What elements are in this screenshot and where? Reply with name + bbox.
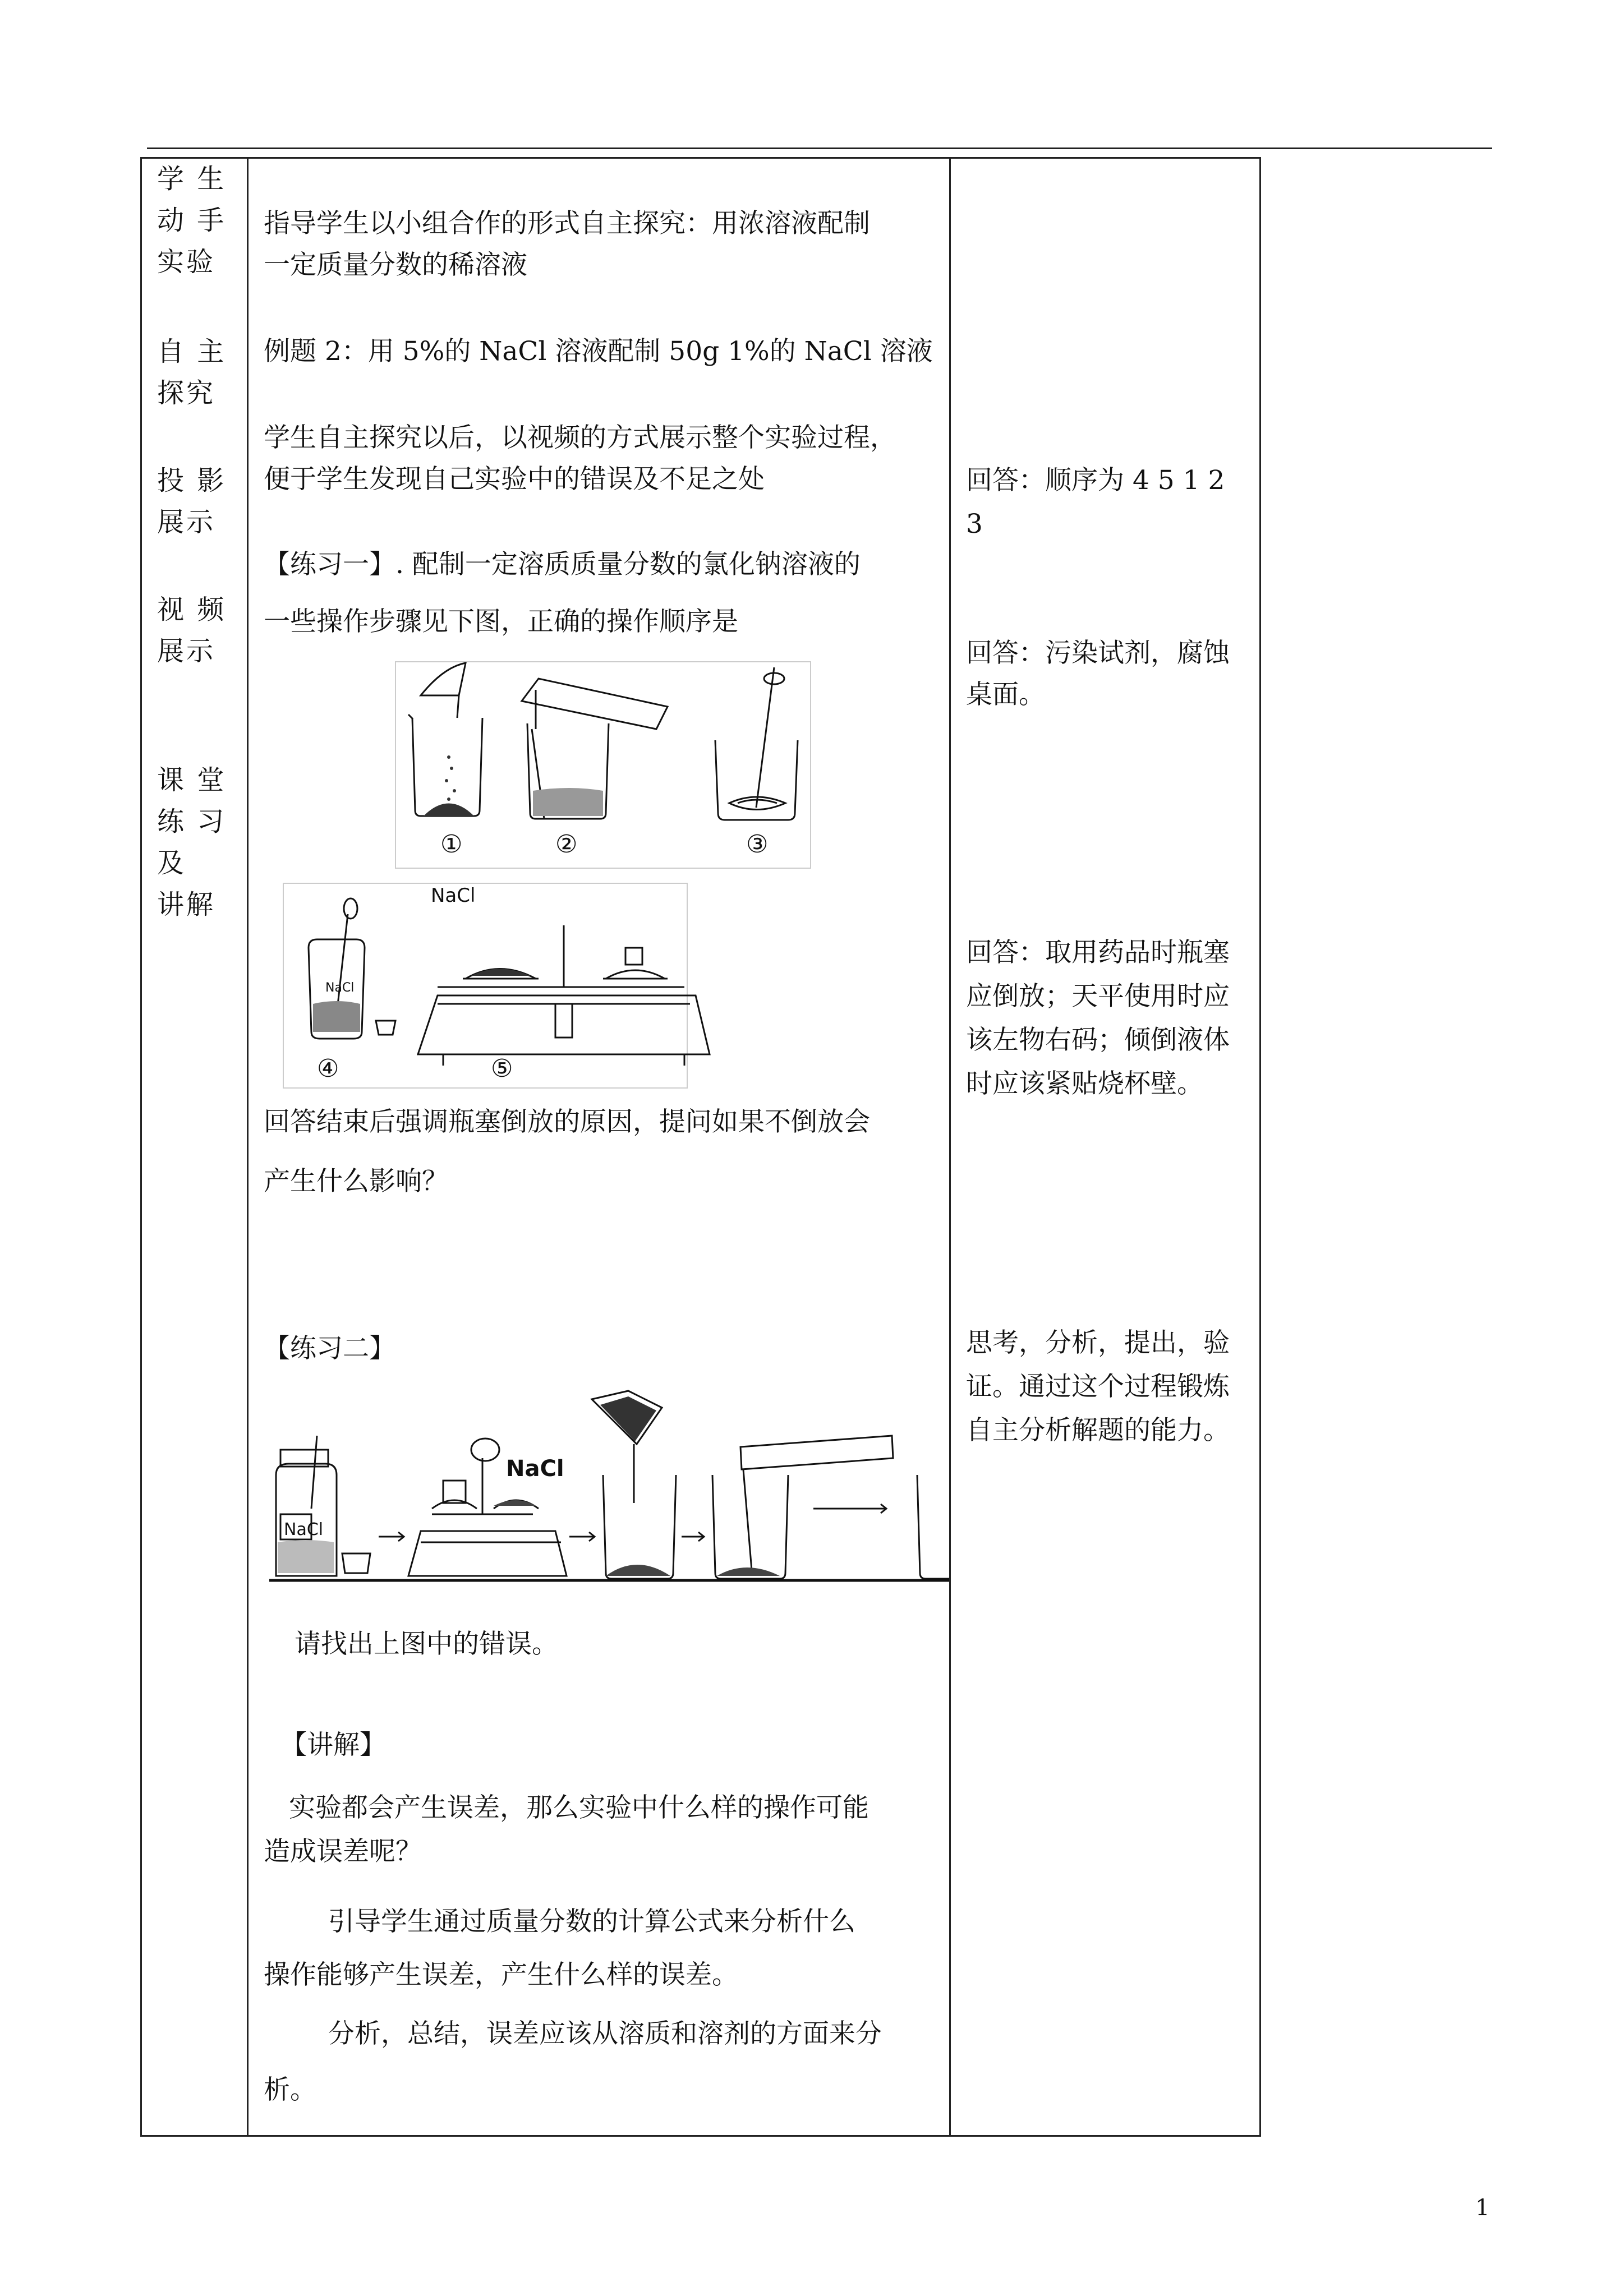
table-divider-1 <box>247 157 249 2137</box>
find-errors: 请找出上图中的错误。 <box>295 1629 558 1659</box>
label-touying: 投 影 <box>157 465 227 496</box>
answer4-line-2: 证。通过这个过程锻炼 <box>966 1371 1230 1402</box>
table-border-top <box>140 157 1261 159</box>
answer1-line-1: 回答：顺序为 4 5 1 2 <box>966 465 1225 496</box>
figure-2-sequence <box>264 1391 949 1593</box>
label-jiangjie: 讲解 <box>157 889 216 920</box>
label-dongshou: 动 手 <box>157 205 227 236</box>
fig2-balance-label: NaCl <box>506 1456 564 1482</box>
example-2: 例题 2：用 5%的 NaCl 溶液配制 50g 1%的 NaCl 溶液 <box>264 336 933 367</box>
summary-line-2: 析。 <box>264 2074 316 2105</box>
label-shipin: 视 频 <box>157 594 227 625</box>
intro-line-1: 指导学生以小组合作的形式自主探究：用浓溶液配制 <box>264 208 870 239</box>
explore-line-1: 学生自主探究以后，以视频的方式展示整个实验过程， <box>264 422 896 453</box>
label-lianxi: 练 习 <box>157 806 227 837</box>
table-border-bottom <box>140 2135 1261 2137</box>
figure-1-steps <box>280 656 819 1094</box>
label-shiyan: 实验 <box>157 246 216 278</box>
fig2-jar-label: NaCl <box>284 1520 324 1539</box>
after-line-1: 回答结束后强调瓶塞倒放的原因，提问如果不倒放会 <box>264 1106 870 1137</box>
table-divider-2 <box>949 157 951 2137</box>
marker-5: ⑤ <box>491 1054 513 1083</box>
page-number: 1 <box>1475 2195 1490 2221</box>
label-zizhu: 自 主 <box>157 336 227 367</box>
label-ketang: 课 堂 <box>157 764 227 796</box>
answer3-line-2: 应倒放；天平使用时应 <box>966 981 1230 1012</box>
explore-line-2: 便于学生发现自己实验中的错误及不足之处 <box>264 464 765 495</box>
table-border-left <box>140 157 142 2137</box>
explain-title: 【讲解】 <box>280 1730 386 1760</box>
explain-line-2: 造成误差呢？ <box>264 1836 422 1867</box>
answer2-line-1: 回答：污染试剂，腐蚀 <box>966 638 1230 668</box>
intro-line-2: 一定质量分数的稀溶液 <box>264 250 527 280</box>
exercise1-line-1: 【练习一】. 配制一定溶质质量分数的氯化钠溶液的 <box>264 549 861 580</box>
summary-line-1: 分析，总结，误差应该从溶质和溶剂的方面来分 <box>328 2018 882 2049</box>
answer4-line-3: 自主分析解题的能力。 <box>966 1415 1230 1446</box>
marker-3: ③ <box>746 830 769 859</box>
answer3-line-1: 回答：取用药品时瓶塞 <box>966 937 1230 968</box>
marker-2: ② <box>555 830 578 859</box>
explain-line-1: 实验都会产生误差，那么实验中什么样的操作可能 <box>289 1792 869 1823</box>
answer3-line-3: 该左物右码；倾倒液体 <box>966 1025 1230 1055</box>
label-xuesheng: 学 生 <box>157 163 227 195</box>
guide-line-1: 引导学生通过质量分数的计算公式来分析什么 <box>328 1906 855 1937</box>
fig1-jar-label: NaCl <box>325 981 355 995</box>
header-rule <box>147 147 1492 149</box>
marker-1: ① <box>440 830 463 859</box>
answer1-line-2: 3 <box>966 509 983 540</box>
marker-4: ④ <box>317 1054 339 1083</box>
table-border-right <box>1259 157 1261 2137</box>
exercise1-line-2: 一些操作步骤见下图，正确的操作顺序是 <box>264 606 738 637</box>
answer3-line-4: 时应该紧贴烧杯壁。 <box>966 1068 1203 1099</box>
guide-line-2: 操作能够产生误差，产生什么样的误差。 <box>264 1960 738 1990</box>
answer4-line-1: 思考，分析，提出，验 <box>966 1327 1230 1358</box>
label-zhanshi-1: 展示 <box>157 506 216 538</box>
after-line-2: 产生什么影响？ <box>264 1166 448 1197</box>
fig1-nacl-label: NaCl <box>431 884 476 907</box>
exercise2-title: 【练习二】 <box>264 1333 395 1364</box>
label-zhanshi-2: 展示 <box>157 635 216 667</box>
answer2-line-2: 桌面。 <box>966 679 1045 710</box>
label-tanjiu: 探究 <box>157 377 216 409</box>
label-ji: 及 <box>157 847 187 879</box>
